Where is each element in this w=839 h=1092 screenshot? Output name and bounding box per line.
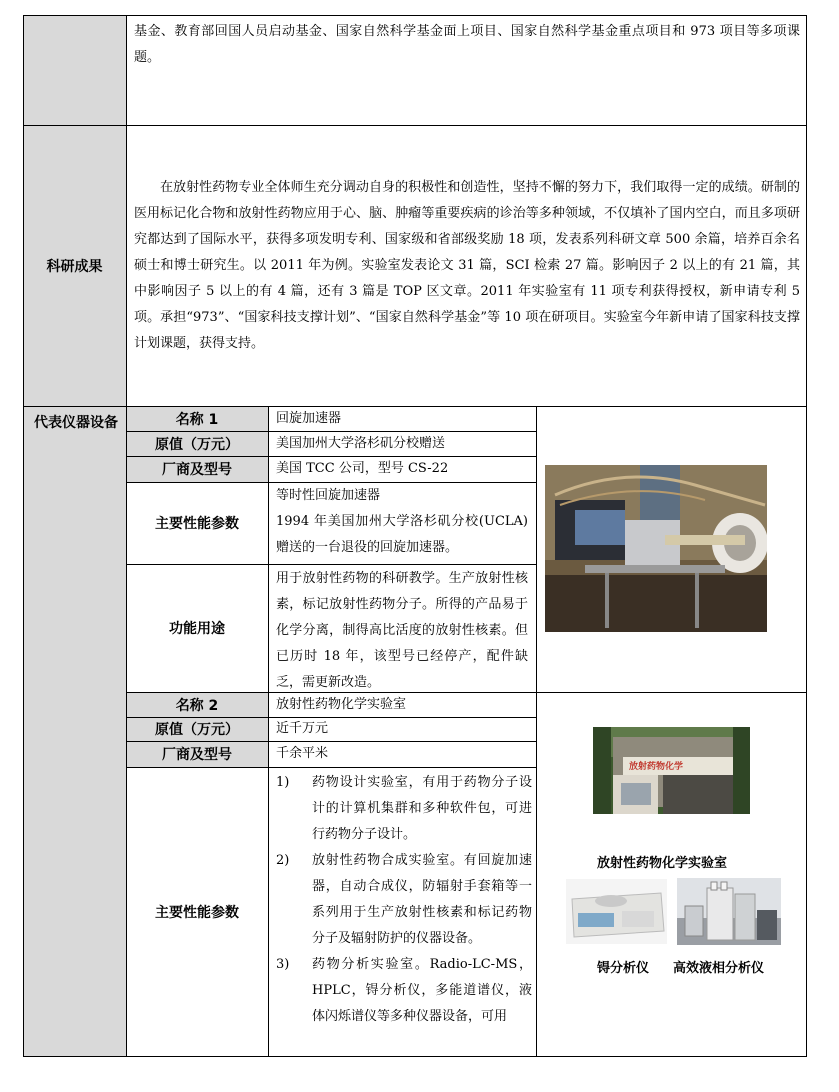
lab-sign-text: 放射药物化学 [629,762,684,772]
list-item-text: 药物分析实验室。Radio-LC-MS，HPLC，锝分析仪，多能道谱仪，液体闪烁谱仪等多种仪器设备，可用 [312,957,532,1024]
grid-line [126,15,127,1056]
item2-name-value: 放射性药物化学实验室 [276,697,407,712]
item1-usage-label-cell [126,564,268,692]
grid-line [23,125,807,126]
item1-price-label: 原值（万元） [155,436,239,453]
top-section-text: 基金、教育部回国人员启动基金、国家自然科学基金面上项目、国家自然科学基金重点项目和 973 项目等多项课题。 [134,24,800,65]
grid-line [268,406,269,1056]
equipment-label: 代表仪器设备 [34,415,118,431]
lab-caption: 放射性药物化学实验室 [597,856,728,871]
item1-usage-value: 用于放射性药物的科研教学。生产放射性核素，标记放射性药物分子。所得的产品易于化学分离，制得高比活度的放射性核素。但已历时 18 年，该型号已经停产，配件缺乏，需更新改造。 [276,571,528,690]
item1-name-label-cell [126,406,268,431]
hplc-caption: 高效液相分析仪 [673,961,765,976]
item2-price-label-cell [126,717,268,741]
item1-params-line1: 等时性回旋加速器 [276,488,381,503]
grid-line [806,15,807,1056]
research-text: 在放射性药物专业全体师生充分调动自身的积极性和创造性，坚持不懈的努力下，我们取得一定的成绩。研制的医用标记化合物和放射性药物应用于心、脑、肿瘤等重要疾病的诊治等多种领域，不仅填补了国内空白，而且多项研究都达到了国际水平，获得多项发明专利、国家级和省部级奖励 18 项，发表系列科研文章 500 余篇，培养百余名硕士和博士研究生。以 2011 年为例。实验室发表论文 31 篇，SCI 检索 27 篇。影响因子 2 以上的有 21 篇，其中影响因子 5 以上的有 4 篇，还有 3 篇是 TOP 区文章。2011 年实验室有 11 项专利获得授权，新申请专利 5 项。承担“973”、“国家科技支撑计划”、“国家自然科学基金”等 10 项在研项目。实验室今年新申请了国家科技支撑计划课题，获得支持。 [134,180,800,351]
hplc-photo [677,878,781,945]
list-item [276,952,532,1030]
item1-usage-label: 功能用途 [169,621,225,637]
grid-line [536,406,537,1056]
item1-vendor-label-cell [126,456,268,482]
item1-price-value: 美国加州大学洛杉矶分校赠送 [276,436,446,451]
item2-params-list [276,770,532,1054]
item2-name-label-cell [126,692,268,717]
equipment-label-cell [23,406,126,1056]
grid-line [126,482,536,483]
tc-analyzer-caption: 锝分析仪 [597,961,650,976]
item2-params-label: 主要性能参数 [155,904,239,921]
grid-line [126,692,807,693]
grid-line [23,15,24,1056]
list-item [276,848,532,952]
grid-line [126,431,536,432]
list-item [276,770,532,848]
research-label-cell [23,125,126,406]
lab-building-photo [593,727,750,814]
tc-analyzer-photo [566,879,667,944]
item1-params-cell [276,483,528,561]
item1-name-value: 回旋加速器 [276,411,342,426]
item1-params-label: 主要性能参数 [155,516,239,532]
list-item-number: 2) [276,853,290,868]
list-item-text: 放射性药物合成实验室。有回旋加速器，自动合成仪，防辐射手套箱等一系列用于生产放射性核素和标记药物分子及辐射防护的仪器设备。 [312,853,532,946]
item1-vendor-value: 美国 TCC 公司，型号 CS-22 [276,461,449,476]
list-item-number: 3) [276,957,290,972]
grid-line [126,564,536,565]
top-left-gray-cell [23,15,126,125]
item1-vendor-label: 厂商及型号 [162,462,232,478]
research-label: 科研成果 [46,258,103,275]
item2-price-label: 原值（万元） [155,722,239,738]
item2-price-value: 近千万元 [276,721,329,736]
item2-vendor-label: 厂商及型号 [162,747,232,763]
grid-line [23,15,807,16]
item1-params-line2: 1994 年美国加州大学洛杉矶分校(UCLA)赠送的一台退役的回旋加速器。 [276,514,528,555]
grid-line [126,717,536,718]
item1-name-label: 名称 1 [175,411,219,428]
grid-line [126,456,536,457]
grid-line [23,406,807,407]
list-item-number: 1) [276,775,290,790]
item2-params-label-cell [126,767,268,1056]
item2-vendor-value: 千余平米 [276,746,329,761]
grid-line [126,767,536,768]
item2-name-label: 名称 2 [175,697,219,714]
item1-price-label-cell [126,431,268,456]
grid-line [126,741,536,742]
cyclotron-photo [545,465,767,632]
item2-vendor-label-cell [126,741,268,767]
item1-params-label-cell [126,482,268,564]
list-item-text: 药物设计实验室，有用于药物分子设计的计算机集群和多种软件包，可进行药物分子设计。 [312,775,532,842]
grid-line [23,1056,807,1057]
